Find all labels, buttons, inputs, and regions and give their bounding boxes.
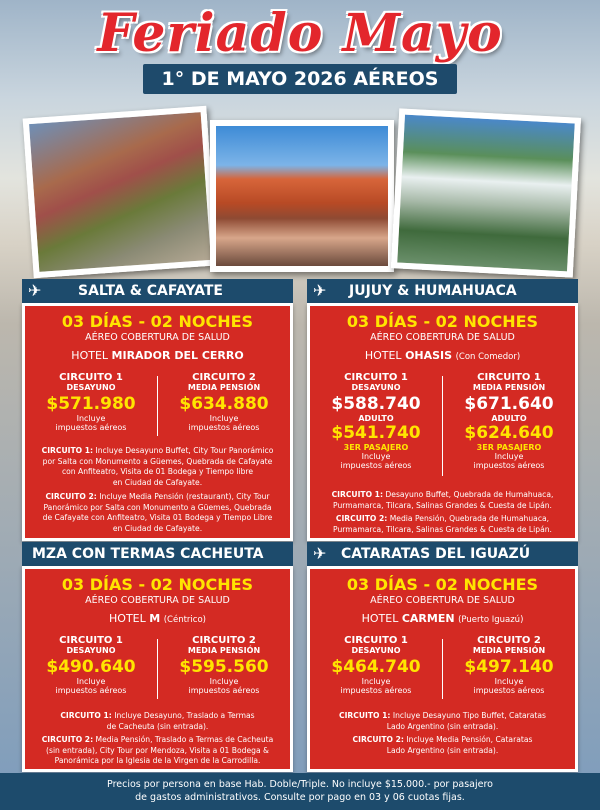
circuit-title: CIRCUITO 1 bbox=[59, 635, 123, 646]
desc-line: Incluye Desayuno Tipo Buffet, Cataratas bbox=[392, 711, 546, 720]
price-note: Incluye bbox=[361, 452, 391, 461]
price-note: Incluye bbox=[209, 677, 239, 686]
airplane-icon: ✈ bbox=[313, 281, 327, 300]
circuit-2-column bbox=[449, 372, 569, 470]
desc-line: Media Pensión, Traslado a Termas de Cacheuta bbox=[95, 735, 274, 744]
third-passenger-label: 3ER PASAJERO bbox=[476, 443, 542, 452]
card-header-jujuy bbox=[307, 279, 578, 303]
circuit-sub: MEDIA PENSIÓN bbox=[472, 646, 546, 655]
card-hotel bbox=[310, 349, 575, 362]
hotel-note: (Céntrico) bbox=[163, 615, 206, 625]
circuit-price: $634.880 bbox=[179, 394, 269, 414]
circuit-2-column bbox=[164, 372, 284, 432]
price-note: Incluye bbox=[76, 677, 106, 686]
price-note: Incluye bbox=[494, 677, 524, 686]
circuit-price: $595.560 bbox=[179, 657, 269, 677]
circuit-sub: MEDIA PENSIÓN bbox=[187, 383, 261, 392]
card-coverage: AÉREO COBERTURA DE SALUD bbox=[85, 595, 230, 606]
circuit-price: $464.740 bbox=[331, 657, 421, 677]
hotel-name: MIRADOR DEL CERRO bbox=[111, 349, 244, 362]
circuit-sub: MEDIA PENSIÓN bbox=[472, 383, 546, 392]
card-days: 03 DÍAS - 02 NOCHES bbox=[61, 312, 254, 331]
circuit-1-column bbox=[316, 635, 436, 695]
desc-label: CIRCUITO 2: bbox=[45, 492, 97, 501]
desc-label: CIRCUITO 2: bbox=[352, 735, 404, 744]
circuit-price: $497.140 bbox=[464, 657, 554, 677]
desc-line: Incluye Desayuno, Traslado a Termas bbox=[114, 711, 255, 720]
circuit-title: CIRCUITO 2 bbox=[192, 372, 256, 383]
photo-red-rocks bbox=[210, 120, 394, 272]
airplane-icon: ✈ bbox=[28, 281, 42, 300]
card-days: 03 DÍAS - 02 NOCHES bbox=[346, 312, 539, 331]
hotel-prefix: HOTEL bbox=[361, 612, 399, 625]
circuit-1-column bbox=[31, 372, 151, 432]
desc-line: Media Pensión, Quebrada de Humahuaca, bbox=[389, 514, 550, 523]
price-note: impuestos aéreos bbox=[188, 423, 260, 432]
hotel-note: (Puerto Iguazú) bbox=[458, 615, 524, 625]
card-hotel bbox=[310, 612, 575, 625]
circuit-1-column bbox=[31, 635, 151, 695]
circuit-2-column bbox=[164, 635, 284, 695]
desc-line: Purmamarca, Tilcara, Salinas Grandes & Cuesta de Lipán. bbox=[333, 524, 552, 534]
circuit-1-description bbox=[33, 446, 282, 488]
price-note: impuestos aéreos bbox=[55, 423, 127, 432]
card-header-mendoza bbox=[22, 542, 293, 566]
circuit-sub: DESAYUNO bbox=[66, 646, 116, 655]
price-note: impuestos aéreos bbox=[188, 686, 260, 695]
hotel-prefix: HOTEL bbox=[109, 612, 146, 625]
hotel-name: M bbox=[149, 612, 161, 625]
card-title: JUJUY & HUMAHUACA bbox=[349, 283, 517, 299]
desc-label: CIRCUITO 2: bbox=[41, 735, 94, 744]
desc-line: de Cacheuta (sin entrada). bbox=[106, 721, 209, 731]
desc-label: CIRCUITO 1: bbox=[41, 446, 94, 455]
divider bbox=[442, 639, 443, 699]
card-title: MZA CON TERMAS CACHEUTA bbox=[32, 546, 264, 562]
third-passenger-label: 3ER PASAJERO bbox=[343, 443, 409, 452]
card-header-iguazu bbox=[307, 542, 578, 566]
footer-line: Precios por persona en base Hab. Doble/Triple. No incluye $15.000.- por pasajero bbox=[107, 779, 493, 790]
desc-line: en Ciudad de Cafayate. bbox=[112, 523, 203, 533]
circuit-2-description bbox=[33, 492, 282, 534]
card-salta bbox=[22, 303, 293, 541]
desc-label: CIRCUITO 1: bbox=[339, 711, 391, 720]
adult-label: ADULTO bbox=[491, 414, 527, 423]
hotel-prefix: HOTEL bbox=[364, 349, 402, 362]
third-passenger-price: $624.640 bbox=[464, 423, 554, 443]
poster-title: Feriado Mayo bbox=[97, 3, 503, 64]
circuit-1-description bbox=[318, 711, 567, 732]
poster-subtitle: 1° DE MAYO 2026 AÉREOS bbox=[143, 64, 457, 94]
price-note: impuestos aéreos bbox=[55, 686, 127, 695]
divider bbox=[157, 639, 158, 699]
divider bbox=[157, 376, 158, 436]
divider bbox=[442, 376, 443, 476]
card-hotel bbox=[25, 612, 290, 625]
circuit-sub: MEDIA PENSIÓN bbox=[187, 646, 261, 655]
desc-line: de Cafayate con Anfiteatro, Visita 01 Bodega y Tiempo Libre bbox=[42, 513, 273, 522]
card-header-salta bbox=[22, 279, 293, 303]
price-note: Incluye bbox=[361, 677, 391, 686]
price-note: impuestos aéreos bbox=[340, 686, 412, 695]
card-jujuy bbox=[307, 303, 578, 541]
circuit-title: CIRCUITO 1 bbox=[59, 372, 123, 383]
circuit-sub: DESAYUNO bbox=[66, 383, 116, 392]
desc-line: con Anfiteatro, Visita de 01 Bodega y Tiempo libre bbox=[61, 467, 254, 476]
hotel-name: CARMEN bbox=[401, 612, 455, 625]
circuit-1-column bbox=[316, 372, 436, 470]
circuit-1-description bbox=[33, 711, 282, 732]
desc-line: Incluye Media Pensión, Cataratas bbox=[406, 735, 533, 744]
desc-line: Panorámico por Salta con Monumento a Güemes, Quebrada bbox=[43, 502, 272, 512]
hotel-prefix: HOTEL bbox=[71, 349, 109, 362]
circuit-title: CIRCUITO 1 bbox=[477, 372, 541, 383]
adult-price: $588.740 bbox=[331, 394, 421, 414]
desc-line: Desayuno Buffet, Quebrada de Humahuaca, bbox=[385, 490, 554, 499]
desc-line: por Salta con Monumento a Güemes, Quebrada de Cafayate bbox=[42, 456, 273, 466]
desc-line: en Ciudad de Cafayate. bbox=[112, 477, 203, 487]
desc-line: Incluye Desayuno Buffet, City Tour Panorámico bbox=[95, 446, 274, 455]
card-days: 03 DÍAS - 02 NOCHES bbox=[61, 575, 254, 594]
card-title: SALTA & CAFAYATE bbox=[78, 283, 223, 299]
circuit-2-description bbox=[33, 735, 282, 767]
circuit-price: $571.980 bbox=[46, 394, 136, 414]
card-hotel bbox=[25, 349, 290, 362]
circuit-sub: DESAYUNO bbox=[351, 383, 401, 392]
desc-line: Purmamarca, Tilcara, Salinas Grandes & Cuesta de Lipán. bbox=[333, 500, 552, 510]
desc-label: CIRCUITO 1: bbox=[331, 490, 383, 499]
card-coverage: AÉREO COBERTURA DE SALUD bbox=[370, 595, 515, 606]
desc-line: Lado Argentino (sin entrada). bbox=[386, 745, 499, 755]
hotel-note: (Con Comedor) bbox=[455, 352, 521, 362]
price-note: Incluye bbox=[76, 414, 106, 423]
circuit-2-description bbox=[318, 735, 567, 756]
price-note: Incluye bbox=[209, 414, 239, 423]
price-note: impuestos aéreos bbox=[473, 686, 545, 695]
desc-line: (sin entrada), City Tour por Mendoza, Visita a 01 Bodega & bbox=[46, 745, 269, 755]
price-note: impuestos aéreos bbox=[473, 461, 545, 470]
hotel-name: OHASIS bbox=[405, 349, 453, 362]
third-passenger-price: $541.740 bbox=[331, 423, 421, 443]
circuit-2-description bbox=[318, 514, 567, 535]
circuit-1-description bbox=[318, 490, 567, 511]
photo-salta-hills bbox=[23, 106, 218, 278]
footer-line: de gastos administrativos. Consulte por pago en 03 y 06 cuotas fijas. bbox=[135, 792, 465, 803]
price-note: impuestos aéreos bbox=[340, 461, 412, 470]
circuit-2-column bbox=[449, 635, 569, 695]
card-title: CATARATAS DEL IGUAZÚ bbox=[341, 546, 531, 562]
circuit-title: CIRCUITO 1 bbox=[344, 372, 408, 383]
desc-label: CIRCUITO 1: bbox=[60, 711, 112, 720]
card-iguazu bbox=[307, 566, 578, 772]
adult-label: ADULTO bbox=[358, 414, 394, 423]
desc-line: Incluye Media Pensión (restaurant), City Tour bbox=[99, 492, 270, 501]
card-coverage: AÉREO COBERTURA DE SALUD bbox=[370, 332, 515, 343]
circuit-title: CIRCUITO 1 bbox=[344, 635, 408, 646]
circuit-title: CIRCUITO 2 bbox=[477, 635, 541, 646]
circuit-sub: DESAYUNO bbox=[351, 646, 401, 655]
card-days: 03 DÍAS - 02 NOCHES bbox=[346, 575, 539, 594]
circuit-title: CIRCUITO 2 bbox=[192, 635, 256, 646]
adult-price: $671.640 bbox=[464, 394, 554, 414]
price-note: Incluye bbox=[494, 452, 524, 461]
photo-iguazu-falls bbox=[391, 108, 581, 277]
desc-line: Panorámica por la Iglesia de la Virgen de la Carrodilla. bbox=[54, 756, 261, 765]
desc-line: Lado Argentino (sin entrada). bbox=[386, 721, 499, 731]
desc-label: CIRCUITO 2: bbox=[335, 514, 388, 523]
card-mendoza bbox=[22, 566, 293, 772]
footer-disclaimer bbox=[0, 773, 600, 810]
card-coverage: AÉREO COBERTURA DE SALUD bbox=[85, 332, 230, 343]
circuit-price: $490.640 bbox=[46, 657, 136, 677]
airplane-icon: ✈ bbox=[313, 544, 327, 563]
